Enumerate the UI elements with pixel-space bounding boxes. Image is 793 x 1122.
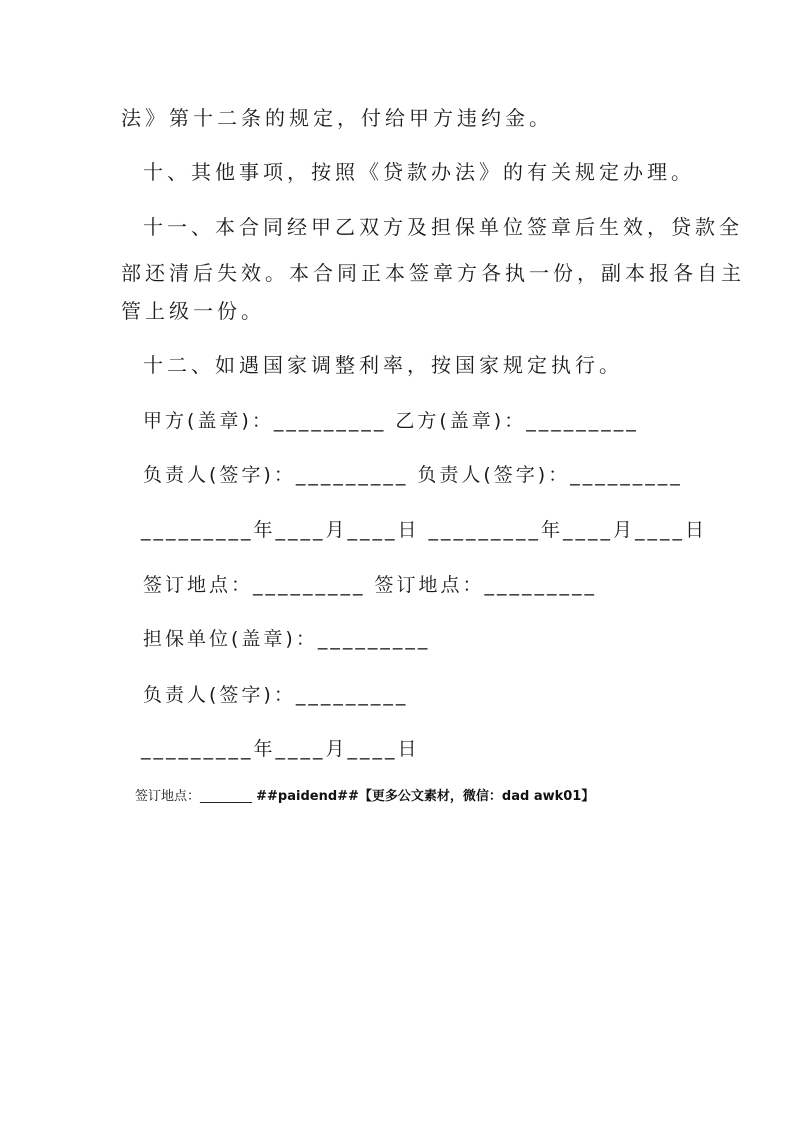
signature-locations: 签订地点：_________ 签订地点：_________ [143,574,598,596]
paragraph-clause-12: 十二、如遇国家调整利率，按国家规定执行。 [143,353,623,377]
signature-dates: _________年____月____日 _________年____月____日 [141,519,708,541]
footer-location-label: 签订地点：________ [135,789,257,804]
paragraph-clause-11-line-1: 十一、本合同经甲乙双方及担保单位签章后生效，贷款全 [143,215,743,239]
guarantor-date: _________年____月____日 [141,738,420,760]
guarantor-responsible-person: 负责人(签字)：_________ [143,684,409,706]
paragraph-clause-10: 十、其他事项，按照《贷款办法》的有关规定办理。 [143,160,695,184]
signature-party-seals: 甲方(盖章)：_________ 乙方(盖章)：_________ [143,410,639,432]
footer-note [135,788,594,806]
signature-responsible-persons: 负责人(签字)：_________ 负责人(签字)：_________ [143,464,683,486]
footer-tag: ##paidend##【更多公文素材，微信：dad awk01】 [256,789,595,804]
paragraph-clause-11-line-3: 管上级一份。 [121,299,265,323]
guarantor-seal: 担保单位(盖章)：_________ [143,628,431,650]
paragraph-clause-11-line-2: 部还清后失效。本合同正本签章方各执一份，副本报各自主 [121,261,745,285]
paragraph-penalty-clause: 法》第十二条的规定，付给甲方违约金。 [121,106,553,130]
